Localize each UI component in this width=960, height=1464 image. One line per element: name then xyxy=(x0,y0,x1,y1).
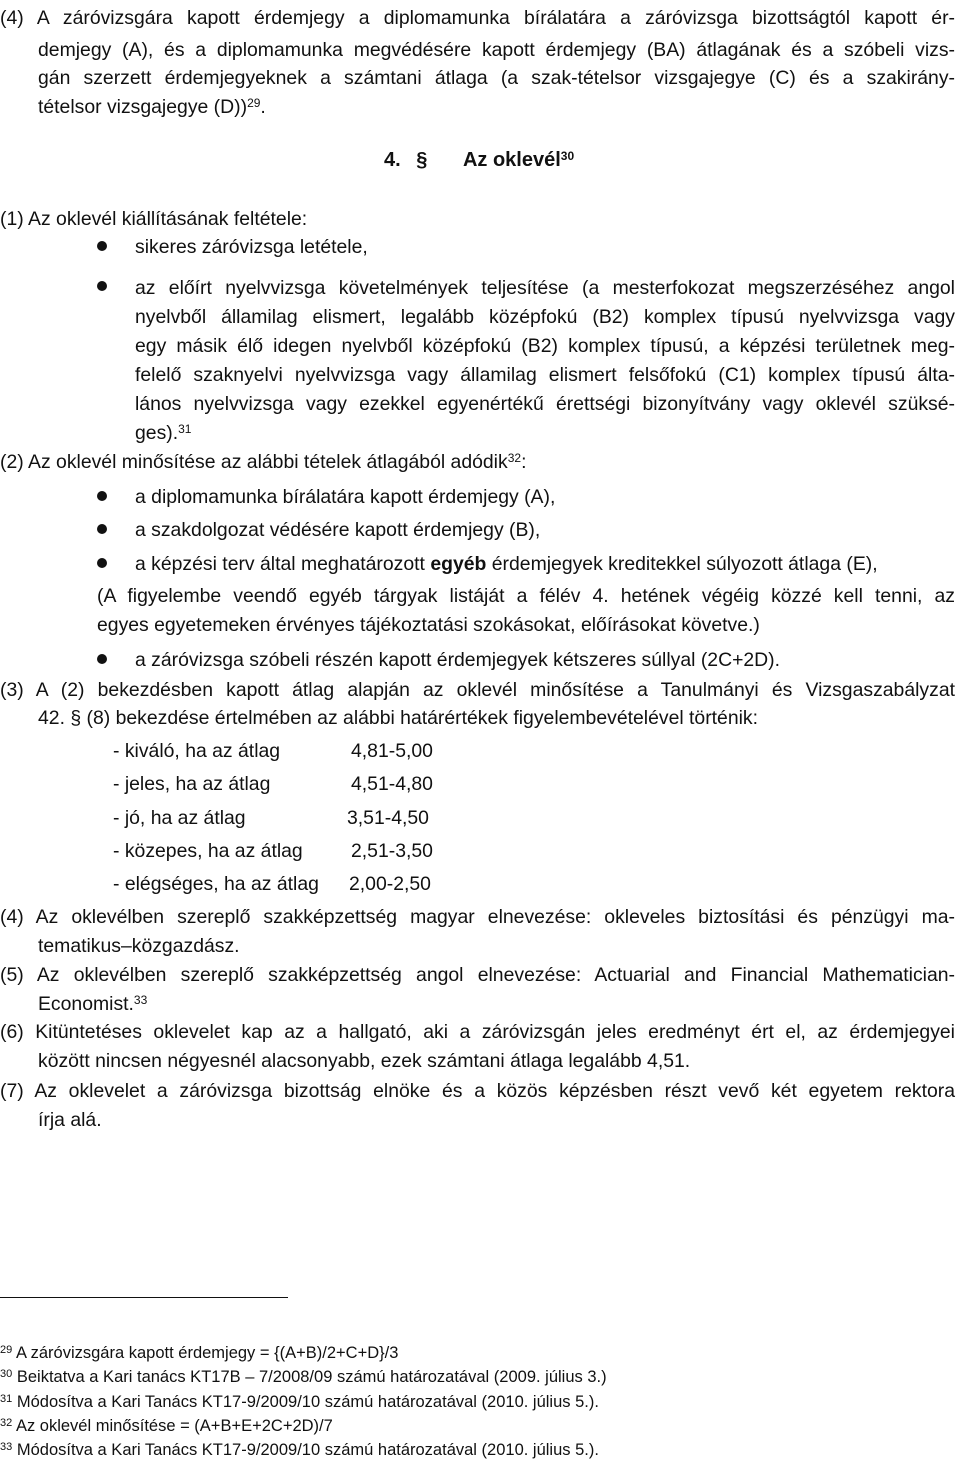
footnote-32: $^{32}$ Az oklevél minősítése = (A+B+E+2C+2D)/7 xyxy=(0,1417,333,1435)
grade-label: - közepes, ha az átlag xyxy=(113,840,303,862)
paragraph-4-line-4: tételsor vizsgajegye (D))$^{29}$. xyxy=(38,96,266,118)
bullet-icon xyxy=(97,241,107,251)
bullet-icon xyxy=(97,281,107,291)
section-sign: § xyxy=(416,149,428,171)
footnote-ref-29[interactable]: 29 xyxy=(247,96,261,110)
item-e: a képzési terv által meghatározott egyéb érdemjegyek kreditekkel súlyozott átlaga (E), xyxy=(135,553,878,575)
section-heading xyxy=(384,148,574,172)
paragraph-4b-line-2: tematikus–közgazdász. xyxy=(38,935,240,957)
paragraph-4-line-3: gán szerzett érdemjegyeknek a számtani átlaga (a szak-tételsor vizsgajegye (C) és a szakirány- xyxy=(38,67,955,89)
footnote-31: $^{31}$ Módosítva a Kari Tanács KT17-9/2009/10 számú határozatával (2010. július 5.). xyxy=(0,1393,599,1411)
footnote-30: $^{30}$ Beiktatva a Kari tanács KT17B – 7/2008/09 számú határozatával (2009. július 3.) xyxy=(0,1368,607,1386)
bullet-icon xyxy=(97,654,107,664)
condition-2-line-4: felelő szaknyelvi nyelvvizsga vagy államilag elismert felsőfokú (C1) komplex típusú álta- xyxy=(135,364,955,386)
note-line-1: (A figyelembe veendő egyéb tárgyak listáját a félév 4. hetének végéig közzé kell tenni, az xyxy=(97,585,955,607)
section-number: 4. xyxy=(384,149,401,171)
grade-range: 2,00-2,50 xyxy=(349,873,431,895)
grade-label: - elégséges, ha az átlag xyxy=(113,873,319,895)
footnote-divider xyxy=(0,1297,288,1298)
condition-2-line-3: egy másik élő idegen nyelvből középfokú (B2) komplex típusú, a képzési területnek meg- xyxy=(135,335,955,357)
paragraph-3-line-1: (3) A (2) bekezdésben kapott átlag alapján az oklevél minősítése a Tanulmányi és Vizsgaszabályzat xyxy=(0,679,955,701)
paragraph-7-line-1: (7) Az oklevelet a záróvizsga bizottság elnöke és a közös képzésben részt vevő két egyetem rektora xyxy=(0,1080,955,1102)
condition-2-line-6: ges).$^{31}$ xyxy=(135,422,192,444)
footnote-ref-31[interactable]: 31 xyxy=(178,422,192,436)
bullet-icon xyxy=(97,558,107,568)
item-a: a diplomamunka bírálatára kapott érdemjegy (A), xyxy=(135,486,556,508)
paragraph-1-label: (1) Az oklevél kiállításának feltétele: xyxy=(0,208,308,230)
paragraph-4-line-2: demjegy (A), és a diplomamunka megvédésére kapott érdemjegy (BA) átlagának és a szóbeli vizs- xyxy=(38,39,955,61)
paragraph-2-label: (2) Az oklevél minősítése az alábbi tételek átlagából adódik$^{32}$: xyxy=(0,451,527,473)
paragraph-4-line-1: (4) A záróvizsgára kapott érdemjegy a diplomamunka bírálatára a záróvizsga bizottságtól kapott ér- xyxy=(0,7,955,29)
note-line-2: egyes egyetemeken érvényes tájékoztatási szokásokat, előírásokat követve.) xyxy=(97,614,760,636)
footnote-ref-32[interactable]: 32 xyxy=(507,451,522,465)
grade-label: - jó, ha az átlag xyxy=(113,807,246,829)
paragraph-4b-line-1: (4) Az oklevélben szereplő szakképzettség magyar elnevezése: okleveles biztosítási és pénzügyi ma- xyxy=(0,906,955,928)
section-title: Az oklevél xyxy=(462,149,561,171)
paragraph-7-line-2: írja alá. xyxy=(38,1109,102,1131)
grade-range: 3,51-4,50 xyxy=(347,807,429,829)
paragraph-3-line-2: 42. § (8) bekezdése értelmében az alábbi határértékek figyelembevételével történik: xyxy=(38,707,759,729)
grade-range: 4,51-4,80 xyxy=(351,773,433,795)
condition-2-line-2: nyelvből államilag elismert, legalább középfokú (B2) komplex típusú nyelvvizsga vagy xyxy=(135,306,955,328)
footnote-ref-33[interactable]: 33 xyxy=(133,993,148,1007)
bullet-icon xyxy=(97,524,107,534)
item-cd: a záróvizsga szóbeli részén kapott érdemjegyek kétszeres súllyal (2C+2D). xyxy=(135,649,781,671)
item-b: a szakdolgozat védésére kapott érdemjegy (B), xyxy=(135,519,541,541)
paragraph-6-line-2: között nincsen négyesnél alacsonyabb, ezek számtani átlaga legalább 4,51. xyxy=(38,1050,691,1072)
paragraph-6-line-1: (6) Kitüntetéses oklevelet kap az a hallgató, aki a záróvizsgán jeles eredményt ért el, az érdemjegyei xyxy=(0,1021,955,1043)
grade-range: 4,81-5,00 xyxy=(351,740,433,762)
condition-2-line-1: az előírt nyelvvizsga követelmények teljesítése (a mesterfokozat megszerzéséhez angol xyxy=(135,277,955,299)
paragraph-5-line-2: Economist.$^{33}$ xyxy=(38,993,148,1015)
footnote-ref-30[interactable]: 30 xyxy=(560,149,575,163)
bullet-icon xyxy=(97,491,107,501)
condition-1: sikeres záróvizsga letétele, xyxy=(135,236,368,258)
grade-label: - kiváló, ha az átlag xyxy=(113,740,281,762)
condition-2-line-5: lános nyelvvizsga vagy ezekkel egyenértékű érettségi bizonyítvány vagy oklevél szüksé- xyxy=(135,393,955,415)
footnote-29: $^{29}$ A záróvizsgára kapott érdemjegy = {(A+B)/2+C+D}/3 xyxy=(0,1344,399,1362)
grade-range: 2,51-3,50 xyxy=(351,840,433,862)
grade-label: - jeles, ha az átlag xyxy=(113,773,271,795)
footnote-33: $^{33}$ Módosítva a Kari Tanács KT17-9/2009/10 számú határozatával (2010. július 5.). xyxy=(0,1441,599,1459)
paragraph-5-line-1: (5) Az oklevélben szereplő szakképzettség angol elnevezése: Actuarial and Financial Mathematician- xyxy=(0,964,955,986)
